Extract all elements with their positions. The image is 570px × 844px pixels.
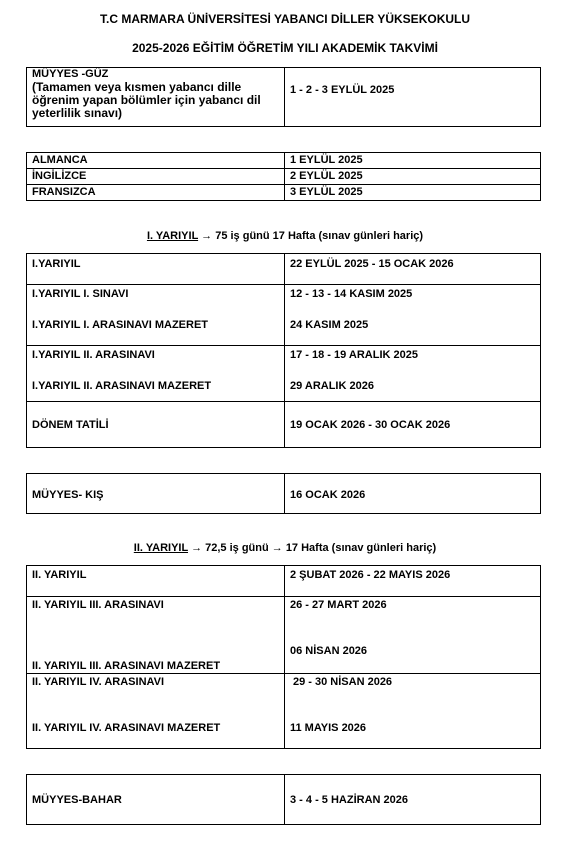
- table-row-date: 11 MAYIS 2026: [290, 722, 367, 734]
- table-row-label: I.YARIYIL: [32, 258, 81, 270]
- table-row-date: 24 KASIM 2025: [290, 319, 369, 331]
- semester1-heading-title: I. YARIYIL: [146, 230, 199, 242]
- semester1-heading-detail: → 75 iş günü 17 Hafta (sınav günleri hariç): [198, 230, 424, 242]
- muyes-guz-title: MÜYYES -GÜZ: [32, 68, 109, 80]
- semester1-heading: [0, 230, 570, 242]
- table-row-date: 12 - 13 - 14 KASIM 2025: [290, 288, 413, 300]
- language-date: 1 EYLÜL 2025: [290, 154, 363, 166]
- table-row-date: 2 ŞUBAT 2026 - 22 MAYIS 2026: [290, 569, 451, 581]
- muyes-guz-desc-2: öğrenim yapan bölümler için yabancı dil: [32, 93, 261, 107]
- table-row-date: 29 - 30 NİSAN 2026: [293, 676, 393, 688]
- language-date: 2 EYLÜL 2025: [290, 170, 363, 182]
- semester2-heading: [0, 542, 570, 554]
- muyes-bahar-date: 3 - 4 - 5 HAZİRAN 2026: [290, 794, 408, 806]
- document-subtitle: 2025-2026 EĞİTİM ÖĞRETİM YILI AKADEMİK TAKVİMİ: [132, 41, 438, 55]
- muyes-kis-date: 16 OCAK 2026: [290, 489, 366, 501]
- table-row-label: II. YARIYIL IV. ARASINAVI: [32, 676, 165, 688]
- table-row-label: II. YARIYIL III. ARASINAVI: [32, 599, 164, 611]
- language-name: İNGİLİZCE: [32, 170, 87, 182]
- table-row-date: 19 OCAK 2026 - 30 OCAK 2026: [290, 419, 451, 431]
- table-row-date: 22 EYLÜL 2025 - 15 OCAK 2026: [290, 258, 454, 270]
- table-row-date: 06 NİSAN 2026: [290, 645, 368, 657]
- language-date: 3 EYLÜL 2025: [290, 186, 363, 198]
- document-title: T.C MARMARA ÜNİVERSİTESİ YABANCI DİLLER YÜKSEKOKULU: [99, 12, 471, 26]
- table-row-date: 17 - 18 - 19 ARALIK 2025: [290, 349, 418, 361]
- table-row-label: I.YARIYIL II. ARASINAVI MAZERET: [32, 380, 212, 392]
- language-name: ALMANCA: [32, 154, 88, 166]
- table-row-date: 29 ARALIK 2026: [290, 380, 374, 392]
- table-row-label: DÖNEM TATİLİ: [32, 419, 109, 431]
- table-row-label: II. YARIYIL IV. ARASINAVI MAZERET: [32, 722, 221, 734]
- language-name: FRANSIZCA: [32, 186, 96, 198]
- table-row-label: II. YARIYIL: [32, 569, 87, 581]
- table-row-label: II. YARIYIL III. ARASINAVI MAZERET: [32, 660, 221, 672]
- muyes-guz-date: 1 - 2 - 3 EYLÜL 2025: [290, 84, 395, 96]
- muyes-guz-desc-1: (Tamamen veya kısmen yabancı dille: [32, 80, 242, 94]
- muyes-guz-label: [32, 68, 261, 120]
- table-row-label: I.YARIYIL I. ARASINAVI MAZERET: [32, 319, 209, 331]
- semester2-heading-detail: → 72,5 iş günü → 17 Hafta (sınav günleri hariç): [188, 542, 437, 554]
- muyes-guz-desc-3: yeterlilik sınavı): [32, 106, 123, 120]
- table-row-label: I.YARIYIL II. ARASINAVI: [32, 349, 155, 361]
- table-row-date: 26 - 27 MART 2026: [290, 599, 387, 611]
- muyes-bahar-label: MÜYYES-BAHAR: [32, 794, 122, 806]
- muyes-kis-label: MÜYYES- KIŞ: [32, 489, 104, 501]
- semester2-heading-title: II. YARIYIL: [133, 542, 189, 554]
- table-row-label: I.YARIYIL I. SINAVI: [32, 288, 129, 300]
